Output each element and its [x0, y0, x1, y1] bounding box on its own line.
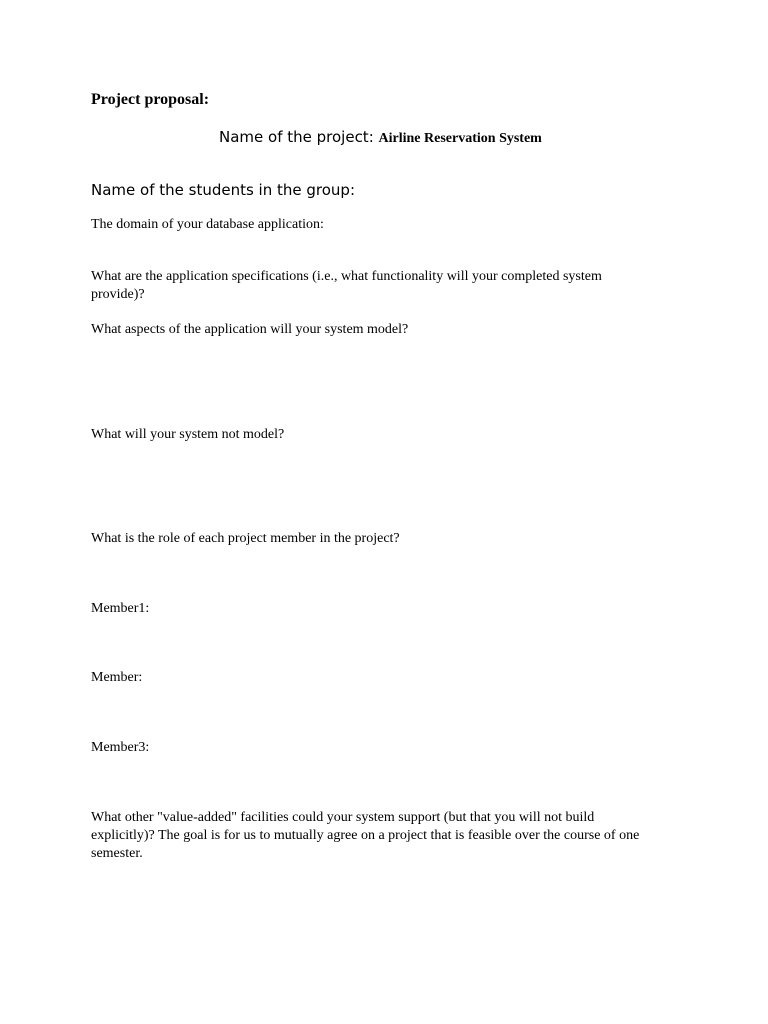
- value-added-question-line-2: explicitly)? The goal is for us to mutually agree on a project that is feasible over the course of one: [91, 828, 640, 843]
- member2-label: Member:: [91, 670, 143, 685]
- project-name-line: [219, 127, 542, 149]
- specs-question-line-2: provide)?: [91, 287, 145, 302]
- member1-label: Member1:: [91, 601, 150, 616]
- page-title: Project proposal:: [91, 91, 210, 108]
- aspects-question: What aspects of the application will your system model?: [91, 322, 409, 337]
- domain-question: The domain of your database application:: [91, 217, 324, 232]
- project-name-value: Airline Reservation System: [378, 131, 542, 146]
- specs-question-line-1: What are the application specifications (i.e., what functionality will your completed system: [91, 269, 602, 284]
- value-added-question-line-3: semester.: [91, 846, 143, 861]
- member3-label: Member3:: [91, 740, 150, 755]
- not-model-question: What will your system not model?: [91, 427, 285, 442]
- roles-question: What is the role of each project member in the project?: [91, 531, 400, 546]
- project-name-label: Name of the project:: [219, 128, 374, 146]
- students-label: Name of the students in the group:: [91, 181, 356, 199]
- value-added-question-line-1: What other "value-added" facilities could your system support (but that you will not build: [91, 810, 595, 825]
